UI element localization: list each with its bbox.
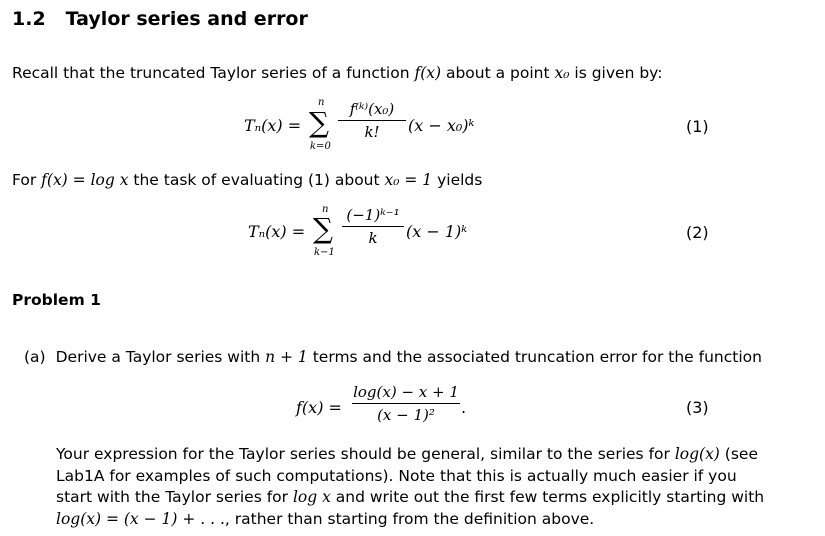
body-paragraph — [56, 444, 765, 530]
eq3-period: . — [461, 398, 467, 417]
body-line4-text: , rather than starting from the definition above. — [224, 509, 595, 528]
eq2-sigma-symbol: ∑ — [313, 212, 333, 245]
eq3-number: (3) — [686, 398, 709, 417]
for-math-fx: f(x) = log x — [41, 171, 129, 189]
section-number: 1.2 — [12, 8, 46, 30]
body-line-1 — [56, 444, 758, 466]
eq2-sum-lower: k−1 — [314, 247, 335, 258]
part-a-math-n1: n + 1 — [265, 348, 308, 366]
eq2-fraction — [342, 206, 404, 247]
eq1-fraction — [338, 100, 406, 141]
intro-text-b: about a point — [441, 64, 555, 82]
body-line3-text-b: and write out the first few terms explicitly starting with — [330, 488, 765, 506]
for-text-a: For — [12, 171, 42, 189]
intro-math-fx: f(x) — [414, 64, 442, 82]
body-line1-text-b: (see — [719, 445, 758, 463]
eq2-fraction-bar — [342, 226, 404, 227]
eq3-lhs: f(x) = — [296, 398, 342, 417]
eq2-sum-upper: n — [322, 204, 329, 215]
problem-heading: Problem 1 — [12, 291, 101, 309]
eq1-sum-upper: n — [318, 97, 325, 108]
body-line-4 — [56, 509, 726, 531]
body-line-3 — [56, 487, 765, 509]
for-text-b: the task of evaluating (1) about — [128, 171, 385, 189]
eq3-numerator: log(x) − x + 1 — [353, 383, 459, 401]
section-heading — [12, 8, 308, 30]
eq2-denominator: k — [368, 229, 378, 247]
body-line3-math: log x — [292, 488, 331, 506]
eq1-denominator: k! — [364, 123, 380, 141]
intro-text-c: is given by: — [569, 64, 663, 82]
eq2-tail: (x − 1)ᵏ — [406, 222, 468, 241]
intro-text-a: Recall that the truncated Taylor series of a function — [12, 64, 415, 82]
eq2-numerator: (−1)ᵏ⁻¹ — [346, 206, 400, 224]
for-math-x0: x₀ = 1 — [384, 171, 433, 189]
intro-paragraph — [12, 64, 662, 82]
eq3-denominator: (x − 1)² — [377, 406, 435, 424]
eq1-tail: (x − x₀)ᵏ — [408, 116, 475, 135]
eq1-number: (1) — [686, 117, 709, 136]
eq1-fraction-bar — [338, 120, 406, 121]
eq1-lhs: Tₙ(x) = — [244, 116, 302, 135]
section-title: Taylor series and error — [65, 8, 308, 30]
eq1-numerator: f⁽ᵏ⁾(x₀) — [349, 100, 395, 118]
for-line — [12, 171, 482, 189]
part-a-label: (a) — [24, 348, 46, 366]
part-a-text-b: terms and the associated truncation error for the function — [307, 348, 762, 366]
eq1-sigma-symbol: ∑ — [309, 106, 329, 139]
body-line1-text-a: Your expression for the Taylor series should be general, similar to the series for — [56, 445, 675, 463]
eq2-number: (2) — [686, 223, 709, 242]
eq3-fraction-bar — [352, 403, 460, 404]
body-line-2: Lab1A for examples of such computations). Note that this is actually much easier if you — [56, 466, 737, 485]
body-line1-math: log(x) — [674, 445, 720, 463]
for-text-c: yields — [432, 171, 483, 189]
body-line4-math: log(x) = (x − 1) + . . . — [56, 509, 225, 528]
part-a-line — [24, 348, 762, 366]
intro-math-x0: x₀ — [554, 64, 570, 82]
part-a-text-a: Derive a Taylor series with — [55, 348, 266, 366]
eq2-lhs: Tₙ(x) = — [248, 222, 306, 241]
eq3-fraction — [352, 383, 460, 424]
eq1-sum-lower: k=0 — [310, 141, 331, 152]
body-line3-text-a: start with the Taylor series for — [56, 488, 293, 506]
